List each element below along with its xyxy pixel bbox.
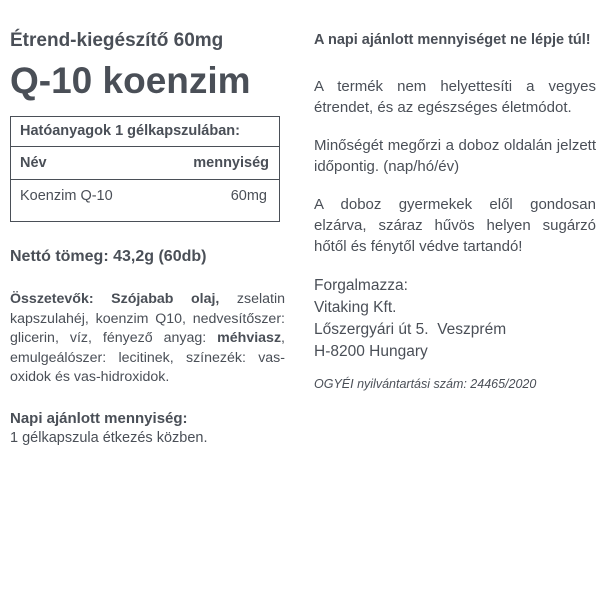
right-column bbox=[314, 30, 596, 392]
composition-bold-soy-oil: Szójabab olaj, bbox=[111, 291, 220, 307]
daily-dose-label: Napi ajánlott mennyiség: bbox=[10, 409, 188, 427]
product-subtitle: Étrend-kiegészítő 60mg bbox=[10, 30, 224, 51]
table-row bbox=[11, 180, 279, 204]
distributor-city: H-8200 Hungary bbox=[314, 343, 428, 360]
product-title: Q-10 koenzim bbox=[10, 60, 251, 101]
distributor-address: Lőszergyári út 5. Veszprém bbox=[314, 321, 507, 338]
registration-number: OGYÉI nyilvántartási szám: 24465/2020 bbox=[314, 377, 537, 391]
column-amount-header: mennyiség bbox=[193, 155, 269, 171]
left-column bbox=[10, 30, 285, 448]
distributor-block bbox=[314, 275, 596, 363]
ingredient-amount: 60mg bbox=[230, 188, 267, 204]
diet-notice: A termék nem helyettesíti a vegyes étrendet, és az egészséges életmódot. bbox=[314, 78, 596, 116]
daily-dose-text: 1 gélkapszula étkezés közben. bbox=[10, 429, 208, 446]
composition-text-2: , emulgeálószer: lecitinek, színezék: vas-oxidok és vas-hidroxidok. bbox=[10, 330, 285, 386]
composition-text-1: zselatin kapszulahéj, koenzim Q10, nedvesítőszer: glicerin, víz, fényező anyag: bbox=[10, 291, 285, 347]
active-ingredients-table bbox=[10, 116, 280, 222]
storage-notice: A doboz gyermekek elől gondosan elzárva, száraz hűvös helyen sugárzó hőtől és fénytől védve tartandó! bbox=[314, 196, 596, 255]
ingredient-name: Koenzim Q-10 bbox=[20, 188, 113, 204]
dose-warning: A napi ajánlott mennyiséget ne lépje túl! bbox=[314, 32, 591, 48]
distributor-label: Forgalmazza: bbox=[314, 277, 408, 294]
best-before-notice: Minőségét megőrzi a doboz oldalán jelzett időpontig. (nap/hó/év) bbox=[314, 137, 596, 175]
column-name-header: Név bbox=[20, 155, 47, 171]
net-weight: Nettó tömeg: 43,2g (60db) bbox=[10, 248, 207, 265]
distributor-company: Vitaking Kft. bbox=[314, 299, 397, 316]
composition-text bbox=[10, 290, 285, 388]
composition-bold-beeswax: méhviasz bbox=[217, 330, 282, 347]
table-header: Hatóanyagok 1 gélkapszulában: bbox=[11, 117, 279, 147]
composition-label: Összetevők: bbox=[10, 291, 94, 307]
table-column-headers bbox=[11, 147, 279, 180]
